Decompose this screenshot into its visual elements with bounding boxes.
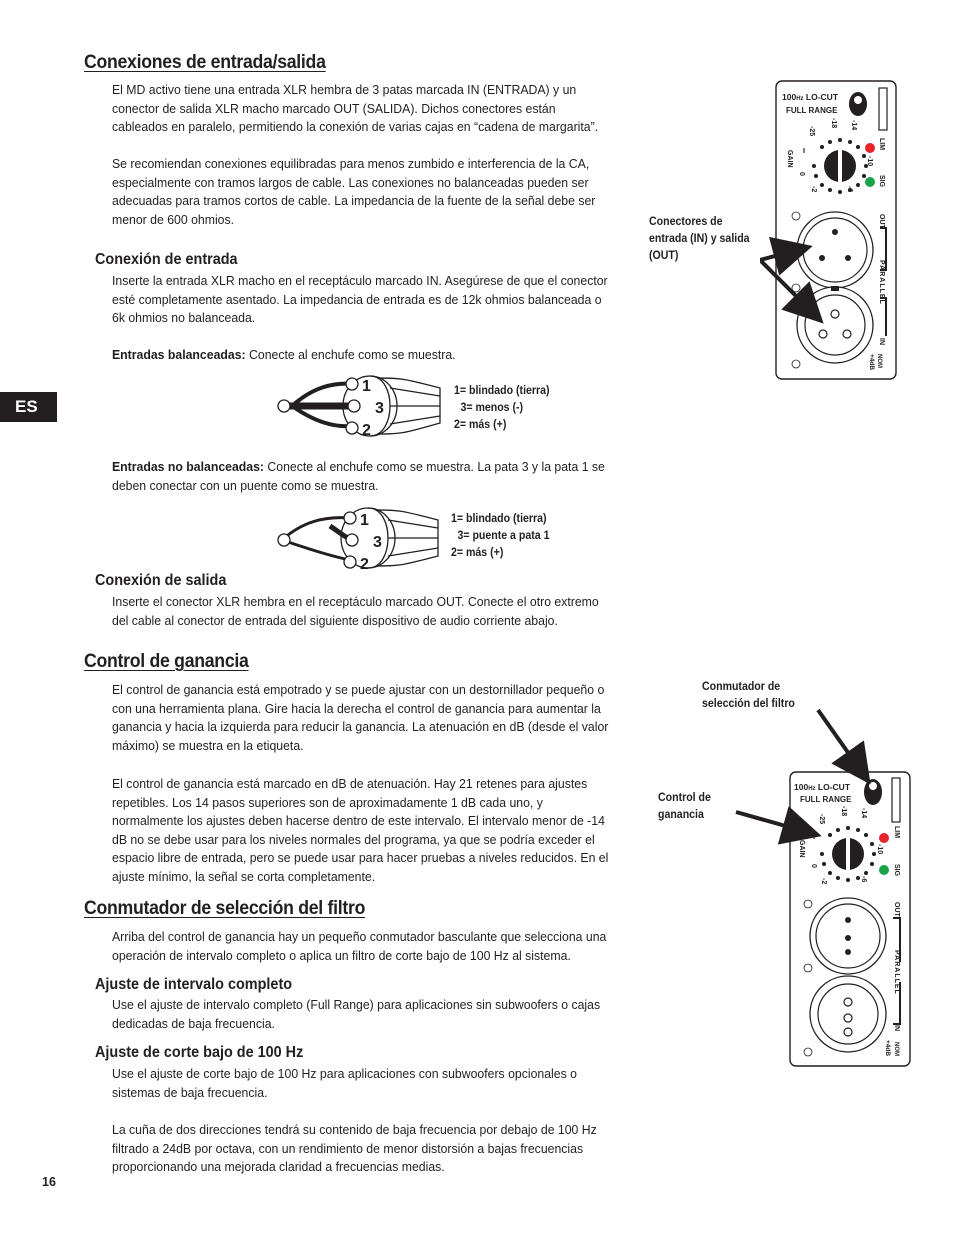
io-figure-caption <box>649 214 750 265</box>
svg-text:PARALLEL: PARALLEL <box>878 260 885 305</box>
section-title-gain: Control de ganancia <box>84 651 249 672</box>
sig-led <box>865 177 875 187</box>
pin-3-label: 3 <box>373 534 382 551</box>
caption-line: Control de <box>658 792 711 804</box>
unbalanced-label: Entradas no balanceadas: <box>112 459 264 474</box>
svg-text:-18: -18 <box>840 806 847 817</box>
svg-text:OUT: OUT <box>893 902 900 917</box>
gain-control-caption <box>658 790 711 824</box>
lowcut-para-1: Use el ajuste de corte bajo de 100 Hz para aplicaciones con subwoofers opcionales o sistemas de baja frecuencia. <box>112 1066 577 1100</box>
svg-text:SIG: SIG <box>878 175 885 188</box>
caption-line: entrada (IN) y salida <box>649 233 750 245</box>
gain-para-1: El control de ganancia está empotrado y se puede ajustar con un destornillador pequeño o con una herramienta plana. Gire hacia la derecha el control de ganancia para aumentar la ganancia y hacia la izquierda para reducir la ganancia. La atenuación en dB (desde el valor máximo) se muestra en la etiqueta. <box>112 682 609 753</box>
svg-text:LIM: LIM <box>893 826 900 839</box>
legend-line: 1= blindado (tierra) <box>454 385 550 397</box>
pin-1-label: 1 <box>360 512 369 529</box>
pin-3-label: 3 <box>375 400 384 417</box>
svg-text:-25: -25 <box>818 814 825 825</box>
unbalanced-desc: Conecte al enchufe como se muestra. La pata 3 y la pata 1 se deben conectar con un puente como se muestra. <box>112 459 605 493</box>
svg-text:GAIN: GAIN <box>786 150 793 168</box>
lowcut-para-2: La cuña de dos direcciones tendrá su contenido de baja frecuencia por debajo de 100 Hz filtrado a 24dB por octava, con un rendimiento de menor distorsión a bajas frecuencias proporcionando una mejorada claridad a frecuencias medias. <box>112 1122 597 1175</box>
output-para: Inserte el conector XLR hembra en el receptáculo marcado OUT. Conecte el otro extremo del cable al conector de entrada del siguiente dispositivo de audio corriente abajo. <box>112 594 599 628</box>
balanced-text <box>112 346 610 365</box>
svg-text:100Hz LO-CUT: 100Hz LO-CUT <box>782 92 839 102</box>
svg-text:∞: ∞ <box>800 148 807 153</box>
svg-text:IN: IN <box>893 1024 900 1031</box>
balanced-connector-diagram <box>272 368 447 446</box>
section-title-filter: Conmutador de selección del filtro <box>84 898 366 919</box>
legend-line: 2= más (+) <box>451 547 504 559</box>
svg-text:NOM: NOM <box>876 354 882 368</box>
out-connector <box>797 212 873 288</box>
unbalanced-connector-diagram <box>272 504 444 578</box>
svg-text:0: 0 <box>798 172 805 176</box>
rear-panel-gain <box>730 706 915 1070</box>
svg-text:-2: -2 <box>820 878 827 885</box>
full-range-label: FULL RANGE <box>786 106 838 115</box>
caption-line: (OUT) <box>649 250 679 262</box>
caption-line: selección del filtro <box>702 698 795 710</box>
svg-text:-2: -2 <box>810 186 817 193</box>
svg-text:PARALLEL: PARALLEL <box>893 950 900 995</box>
svg-text:-6: -6 <box>860 876 867 883</box>
svg-text:0: 0 <box>810 864 817 868</box>
svg-text:SIG: SIG <box>893 864 900 877</box>
pin-2-label: 2 <box>362 422 371 439</box>
svg-text:NOM: NOM <box>893 1042 899 1056</box>
filter-para-1: Arriba del control de ganancia hay un pequeño conmutador basculante que selecciona una operación de intervalo completo o aplica un filtro de corte bajo de 100 Hz al sistema. <box>112 929 607 963</box>
svg-text:-25: -25 <box>808 126 815 137</box>
unbalanced-text <box>112 458 610 495</box>
in-connector <box>797 287 873 363</box>
lim-led <box>865 143 875 153</box>
language-tab: ES <box>0 392 57 422</box>
io-para-1: El MD activo tiene una entrada XLR hembra de 3 patas marcada IN (ENTRADA) y un conector de salida XLR macho marcado OUT (SALIDA). Dichos conectores están cableados en paralelo, permitiendo la conexión de varias cajas en “cadena de margarita”. <box>112 82 599 135</box>
lowcut-heading: Ajuste de corte bajo de 100 Hz <box>95 1044 304 1061</box>
balanced-legend <box>454 383 550 434</box>
svg-text:LIM: LIM <box>878 138 885 151</box>
balanced-label: Entradas balanceadas: <box>112 347 246 362</box>
io-para-2: Se recomiendan conexiones equilibradas para menos zumbido e interferencia de la CA, especialmente con tramos largos de cable. Las conexiones no balanceadas pueden ser adecuadas para tramos cortos de cable. La impedancia de la fuente de la señal debe ser menor de 600 ohmios. <box>112 156 596 227</box>
legend-line: 1= blindado (tierra) <box>451 513 547 525</box>
output-heading: Conexión de salida <box>95 572 227 589</box>
full-range-label: FULL RANGE <box>800 795 852 804</box>
svg-text:-18: -18 <box>830 118 837 129</box>
svg-text:-10: -10 <box>876 844 883 855</box>
svg-text:-6: -6 <box>846 186 853 193</box>
caption-line: ganancia <box>658 809 704 821</box>
balanced-desc: Conecte al enchufe como se muestra. <box>245 347 456 362</box>
full-range-heading: Ajuste de intervalo completo <box>95 976 293 993</box>
svg-text:100Hz LO-CUT: 100Hz LO-CUT <box>794 782 851 792</box>
svg-text:IN: IN <box>878 338 885 345</box>
svg-text:-14: -14 <box>850 120 857 131</box>
caption-line: Conectores de <box>649 216 723 228</box>
legend-line: 3= menos (-) <box>460 402 524 414</box>
legend-line: 2= más (+) <box>454 419 507 431</box>
input-para: Inserte la entrada XLR macho en el receptáculo marcado IN. Asegúrese de que el conector esté completamente asentado. La impedancia de entrada es de 12k ohmios balanceada o 6k ohmios no balanceada. <box>112 273 608 326</box>
rear-panel-io <box>760 78 905 384</box>
section-title-io: Conexiones de entrada/salida <box>84 52 326 73</box>
svg-text:+4dB: +4dB <box>868 354 875 371</box>
unbalanced-legend <box>451 511 549 562</box>
lim-led <box>879 833 889 843</box>
svg-text:OUT: OUT <box>878 214 885 229</box>
sig-led <box>879 865 889 875</box>
svg-text:GAIN: GAIN <box>798 840 805 858</box>
svg-text:-14: -14 <box>860 808 867 819</box>
svg-text:∞: ∞ <box>810 834 817 839</box>
pin-2-label: 2 <box>360 556 369 573</box>
legend-line: 3= puente a pata 1 <box>457 530 550 542</box>
full-range-para: Use el ajuste de intervalo completo (Full Range) para aplicaciones sin subwoofers o cajas dedicadas de baja frecuencia. <box>112 997 601 1031</box>
page-number: 16 <box>42 1175 56 1189</box>
gain-para-2: El control de ganancia está marcado en dB de atenuación. Hay 21 retenes para ajustes repetibles. Los 14 pasos superiores son de aproximadamente 1 dB cada uno, y normalmente los ajustes deben hacerse dentro de este intervalo. El intervalo menor de -14 dB no se debe usar para los niveles normales del programa, ya que se podría exceder el espacio libre de entrada, pero se puede usar para hacer pruebas a niveles reducidos. En el ajuste mínimo, la señal se corta completamente. <box>112 776 609 884</box>
svg-text:+4dB: +4dB <box>884 1040 891 1057</box>
caption-line: Conmutador de <box>702 681 781 693</box>
svg-text:-10: -10 <box>866 156 873 167</box>
input-heading: Conexión de entrada <box>95 251 238 268</box>
pin-1-label: 1 <box>362 378 371 395</box>
